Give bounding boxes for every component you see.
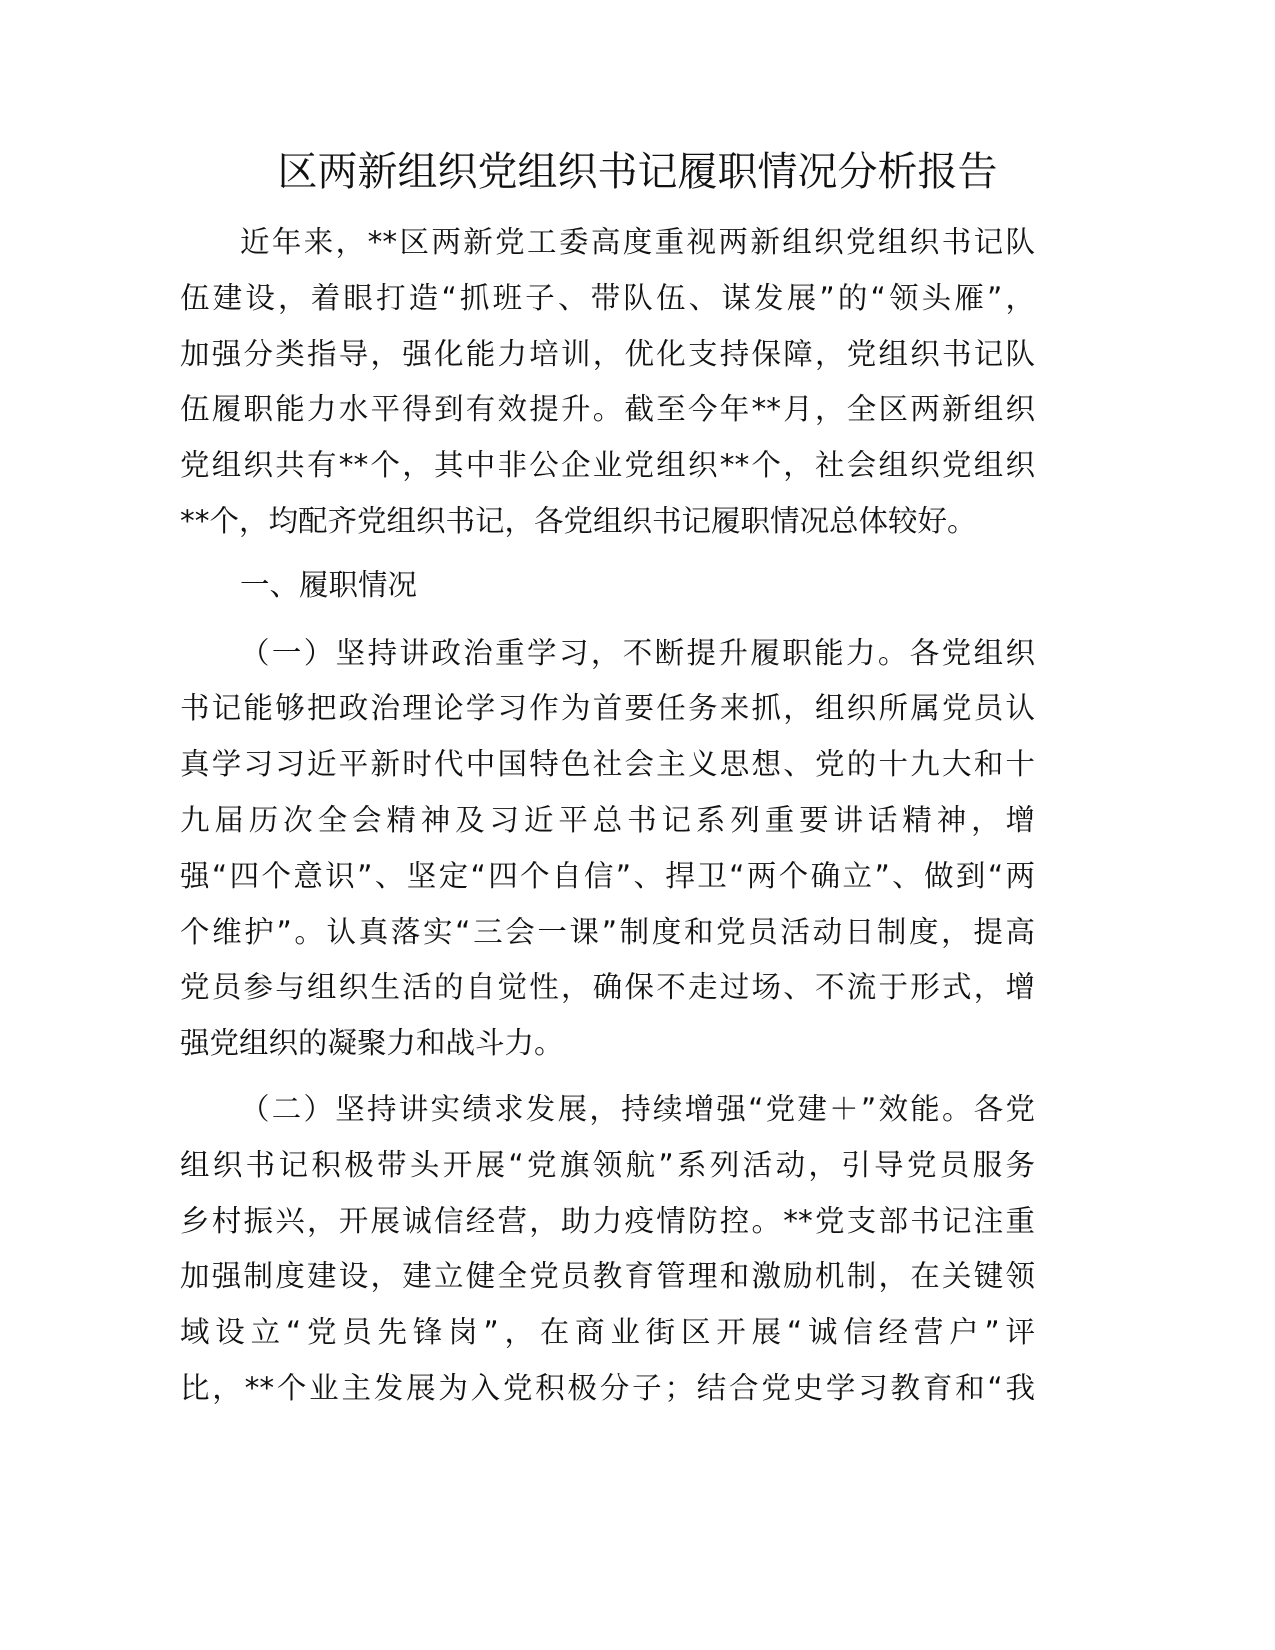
text-line: 强党组织的凝聚力和战斗力。 xyxy=(180,1026,564,1061)
text-line: 伍履职能力水平得到有效提升。截至今年**月，全区两新组织 xyxy=(180,392,1035,427)
text-line: 加强制度建设，建立健全党员教育管理和激励机制，在关键领 xyxy=(180,1259,1035,1294)
section-heading xyxy=(180,558,1035,614)
text-line: 书记能够把政治理论学习作为首要任务来抓，组织所属党员认 xyxy=(180,691,1035,726)
document-body xyxy=(180,215,1035,1417)
text-line: 强“四个意识”、坚定“四个自信”、捍卫“两个确立”、做到“两 xyxy=(180,858,1035,893)
text-line: 组织书记积极带头开展“党旗领航”系列活动，引导党员服务 xyxy=(180,1147,1035,1182)
text-line: 党员参与组织生活的自觉性，确保不走过场、不流于形式，增 xyxy=(180,970,1035,1005)
text-line: 乡村振兴，开展诚信经营，助力疫情防控。**党支部书记注重 xyxy=(180,1203,1035,1238)
text-line: 党组织共有**个，其中非公企业党组织**个，社会组织党组织 xyxy=(180,448,1035,483)
text-line: 比，**个业主发展为入党积极分子；结合党史学习教育和“我 xyxy=(180,1370,1035,1405)
paragraph-section-1 xyxy=(180,626,1035,1072)
paragraph-section-2 xyxy=(180,1082,1035,1417)
text-line: （一）坚持讲政治重学习，不断提升履职能力。各党组织 xyxy=(240,635,1035,670)
text-line: 近年来，**区两新党工委高度重视两新组织党组织书记队 xyxy=(240,225,1035,259)
text-line: 九届历次全会精神及习近平总书记系列重要讲话精神，增 xyxy=(180,802,1035,837)
text-line: 伍建设，着眼打造“抓班子、带队伍、谋发展”的“领头雁”， xyxy=(180,280,1035,315)
text-line: 真学习习近平新时代中国特色社会主义思想、党的十九大和十 xyxy=(180,747,1035,782)
paragraph-intro xyxy=(180,215,1035,550)
text-line: **个，均配齐党组织书记，各党组织书记履职情况总体较好。 xyxy=(180,503,977,538)
page-title: 区两新组织党组织书记履职情况分析报告 xyxy=(277,149,998,195)
text-line: （二）坚持讲实绩求发展，持续增强“党建＋”效能。各党 xyxy=(240,1091,1035,1126)
text-line: 加强分类指导，强化能力培训，优化支持保障，党组织书记队 xyxy=(180,336,1035,371)
text-line: 域设立“党员先锋岗”，在商业街区开展“诚信经营户”评 xyxy=(180,1315,1035,1350)
text-line: 个维护”。认真落实“三会一课”制度和党员活动日制度，提高 xyxy=(180,914,1035,949)
heading-text: 一、履职情况 xyxy=(240,567,418,602)
